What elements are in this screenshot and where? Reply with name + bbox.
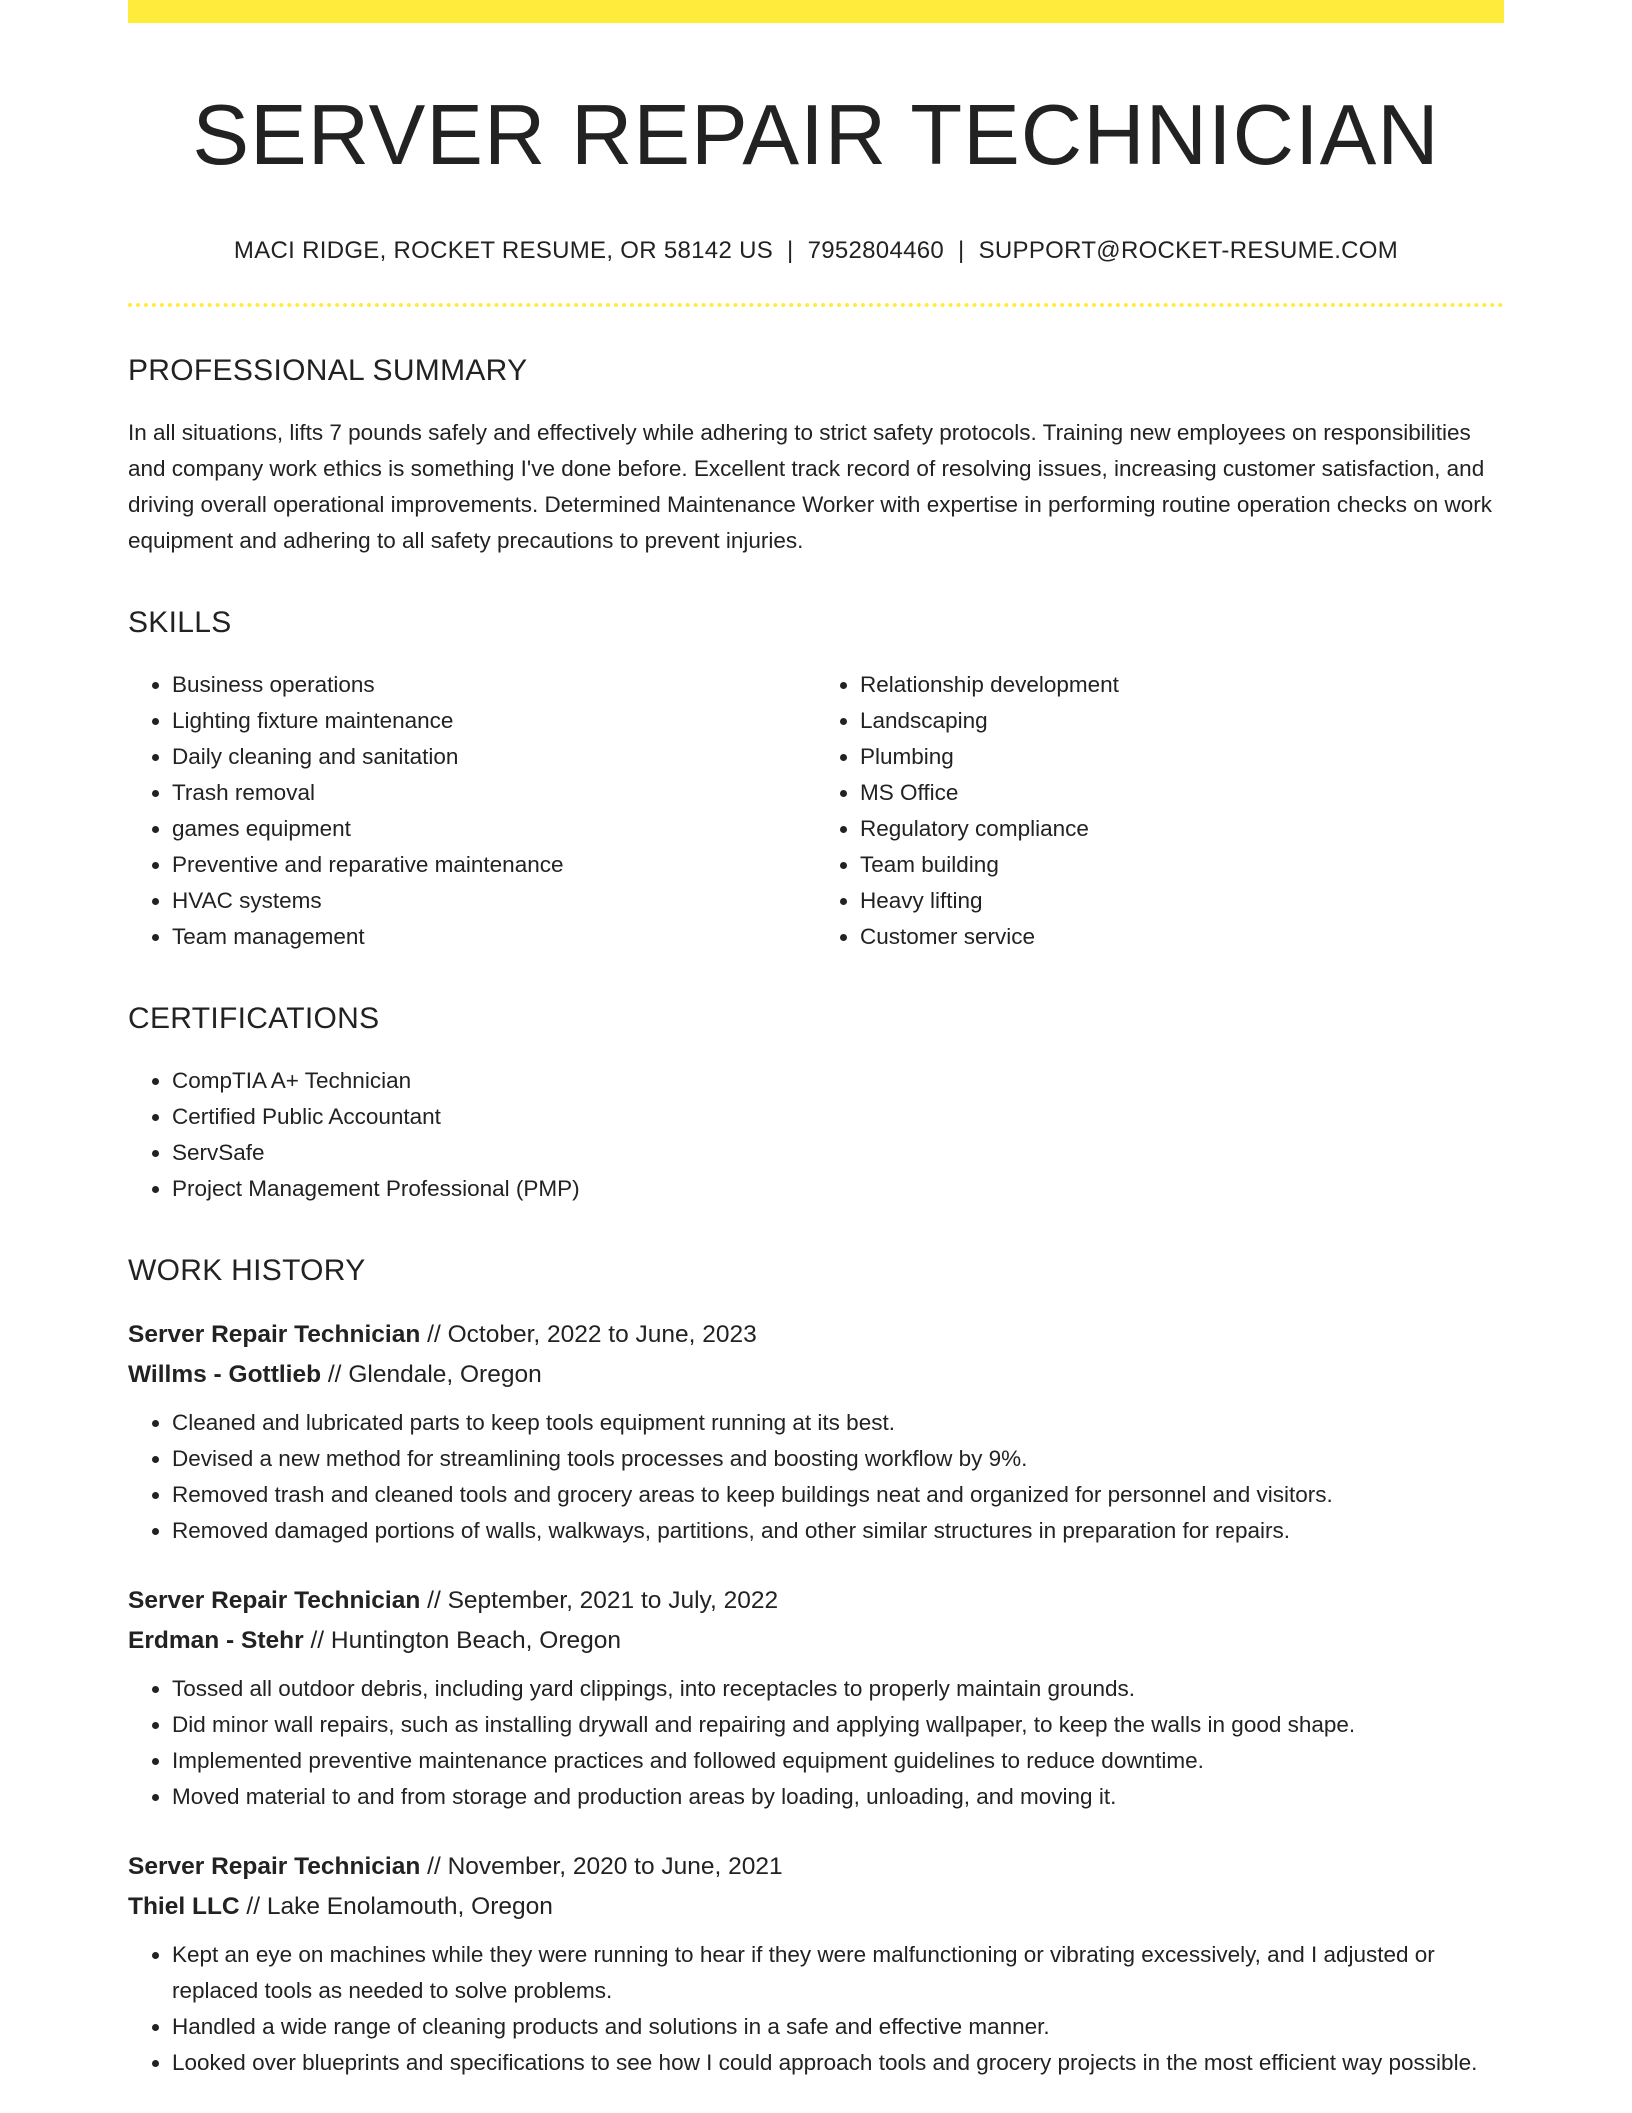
contact-email: SUPPORT@ROCKET-RESUME.COM [978,237,1399,264]
skill-item: • Team building [860,847,1504,883]
job-divider: // [427,1853,441,1880]
certification-item: • Certified Public Accountant [172,1099,1504,1135]
skill-item: • HVAC systems [172,883,816,919]
job-divider: // [427,1587,441,1614]
skill-item: • Plumbing [860,739,1504,775]
job-company-line [128,1887,1504,1927]
contact-separator: | [787,237,794,264]
job-company: Willms - Gottlieb [128,1361,322,1388]
job-title: Server Repair Technician [128,1321,421,1348]
job-location: Huntington Beach, Oregon [330,1627,621,1654]
job-entry [128,1581,1504,1815]
certifications-section [128,1001,1504,1207]
job-dates: November, 2020 to June, 2021 [447,1853,783,1880]
job-company-line [128,1621,1504,1661]
job-bullet: • Looked over blueprints and specifications to see how I could approach tools and grocery projects in the most efficient way possible. [172,2045,1504,2081]
skills-left-list [128,667,816,955]
job-bullet: • Removed damaged portions of walls, walkways, partitions, and other similar structures in preparation for repairs. [172,1513,1504,1549]
skills-section [128,605,1504,955]
job-divider: // [327,1361,342,1388]
job-dates: September, 2021 to July, 2022 [447,1587,779,1614]
job-bullet: • Tossed all outdoor debris, including yard clippings, into receptacles to properly maintain grounds. [172,1671,1504,1707]
job-divider: // [310,1627,325,1654]
certifications-list [128,1063,1504,1207]
skill-item: • Landscaping [860,703,1504,739]
job-entry [128,1315,1504,1549]
job-company-line [128,1355,1504,1395]
job-bullet: • Removed trash and cleaned tools and grocery areas to keep buildings neat and organized for personnel and visitors. [172,1477,1504,1513]
job-bullet: • Did minor wall repairs, such as installing drywall and repairing and applying wallpaper, to keep the walls in good shape. [172,1707,1504,1743]
skills-heading: SKILLS [128,606,232,639]
job-bullet: • Handled a wide range of cleaning products and solutions in a safe and effective manner. [172,2009,1504,2045]
skills-right-list [816,667,1504,955]
skills-columns [128,667,1504,955]
contact-address: MACI RIDGE, ROCKET RESUME, OR 58142 US [233,237,774,264]
job-bullet: • Cleaned and lubricated parts to keep tools equipment running at its best. [172,1405,1504,1441]
job-location: Glendale, Oregon [348,1361,542,1388]
summary-text: In all situations, lifts 7 pounds safely and effectively while adhering to strict safety protocols. Training new employees on responsibilities and company work ethics is something I've done before. Excellent track record of resolving issues, increasing customer satisfaction, and driving overall operational improvements. Determined Maintenance Worker with expertise in performing routine operation checks on work equipment and adhering to all safety precautions to prevent injuries. [128,420,1492,553]
skill-item: • Heavy lifting [860,883,1504,919]
job-title-line [128,1581,1504,1621]
job-bullet: • Moved material to and from storage and production areas by loading, unloading, and moving it. [172,1779,1504,1815]
skill-item: • Relationship development [860,667,1504,703]
job-entry [128,1847,1504,2081]
summary-section [128,353,1504,559]
certification-item: • Project Management Professional (PMP) [172,1171,1504,1207]
job-title-line [128,1847,1504,1887]
contact-phone: 7952804460 [807,237,945,264]
certification-item: • CompTIA A+ Technician [172,1063,1504,1099]
contact-line [128,237,1504,265]
contact-separator: | [958,237,965,264]
header-divider [128,303,1504,307]
skill-item: • MS Office [860,775,1504,811]
job-bullet: • Kept an eye on machines while they were running to hear if they were malfunctioning or vibrating excessively, and I adjusted or replaced tools as needed to solve problems. [172,1937,1504,2009]
job-divider: // [246,1893,261,1920]
job-bullets [128,1405,1504,1549]
job-title: Server Repair Technician [128,1587,421,1614]
resume-title: SERVER REPAIR TECHNICIAN [192,88,1440,183]
job-divider: // [427,1321,441,1348]
skill-item: • Regulatory compliance [860,811,1504,847]
top-accent-bar [128,0,1504,23]
job-bullets [128,1937,1504,2081]
skill-item: • Lighting fixture maintenance [172,703,816,739]
skill-item: • Preventive and reparative maintenance [172,847,816,883]
job-dates: October, 2022 to June, 2023 [447,1321,757,1348]
skill-item: • Customer service [860,919,1504,955]
job-company: Thiel LLC [128,1893,240,1920]
job-bullets [128,1671,1504,1815]
work-history-heading: WORK HISTORY [128,1254,366,1287]
job-bullet: • Devised a new method for streamlining tools processes and boosting workflow by 9%. [172,1441,1504,1477]
job-bullet: • Implemented preventive maintenance practices and followed equipment guidelines to reduce downtime. [172,1743,1504,1779]
certification-item: • ServSafe [172,1135,1504,1171]
work-history-section [128,1253,1504,2081]
skill-item: • games equipment [172,811,816,847]
job-title-line [128,1315,1504,1355]
resume-page [128,0,1504,2113]
job-company: Erdman - Stehr [128,1627,304,1654]
job-location: Lake Enolamouth, Oregon [266,1893,553,1920]
certifications-heading: CERTIFICATIONS [128,1002,380,1035]
job-title: Server Repair Technician [128,1853,421,1880]
skill-item: • Trash removal [172,775,816,811]
summary-heading: PROFESSIONAL SUMMARY [128,354,528,387]
skill-item: • Business operations [172,667,816,703]
skill-item: • Team management [172,919,816,955]
skill-item: • Daily cleaning and sanitation [172,739,816,775]
